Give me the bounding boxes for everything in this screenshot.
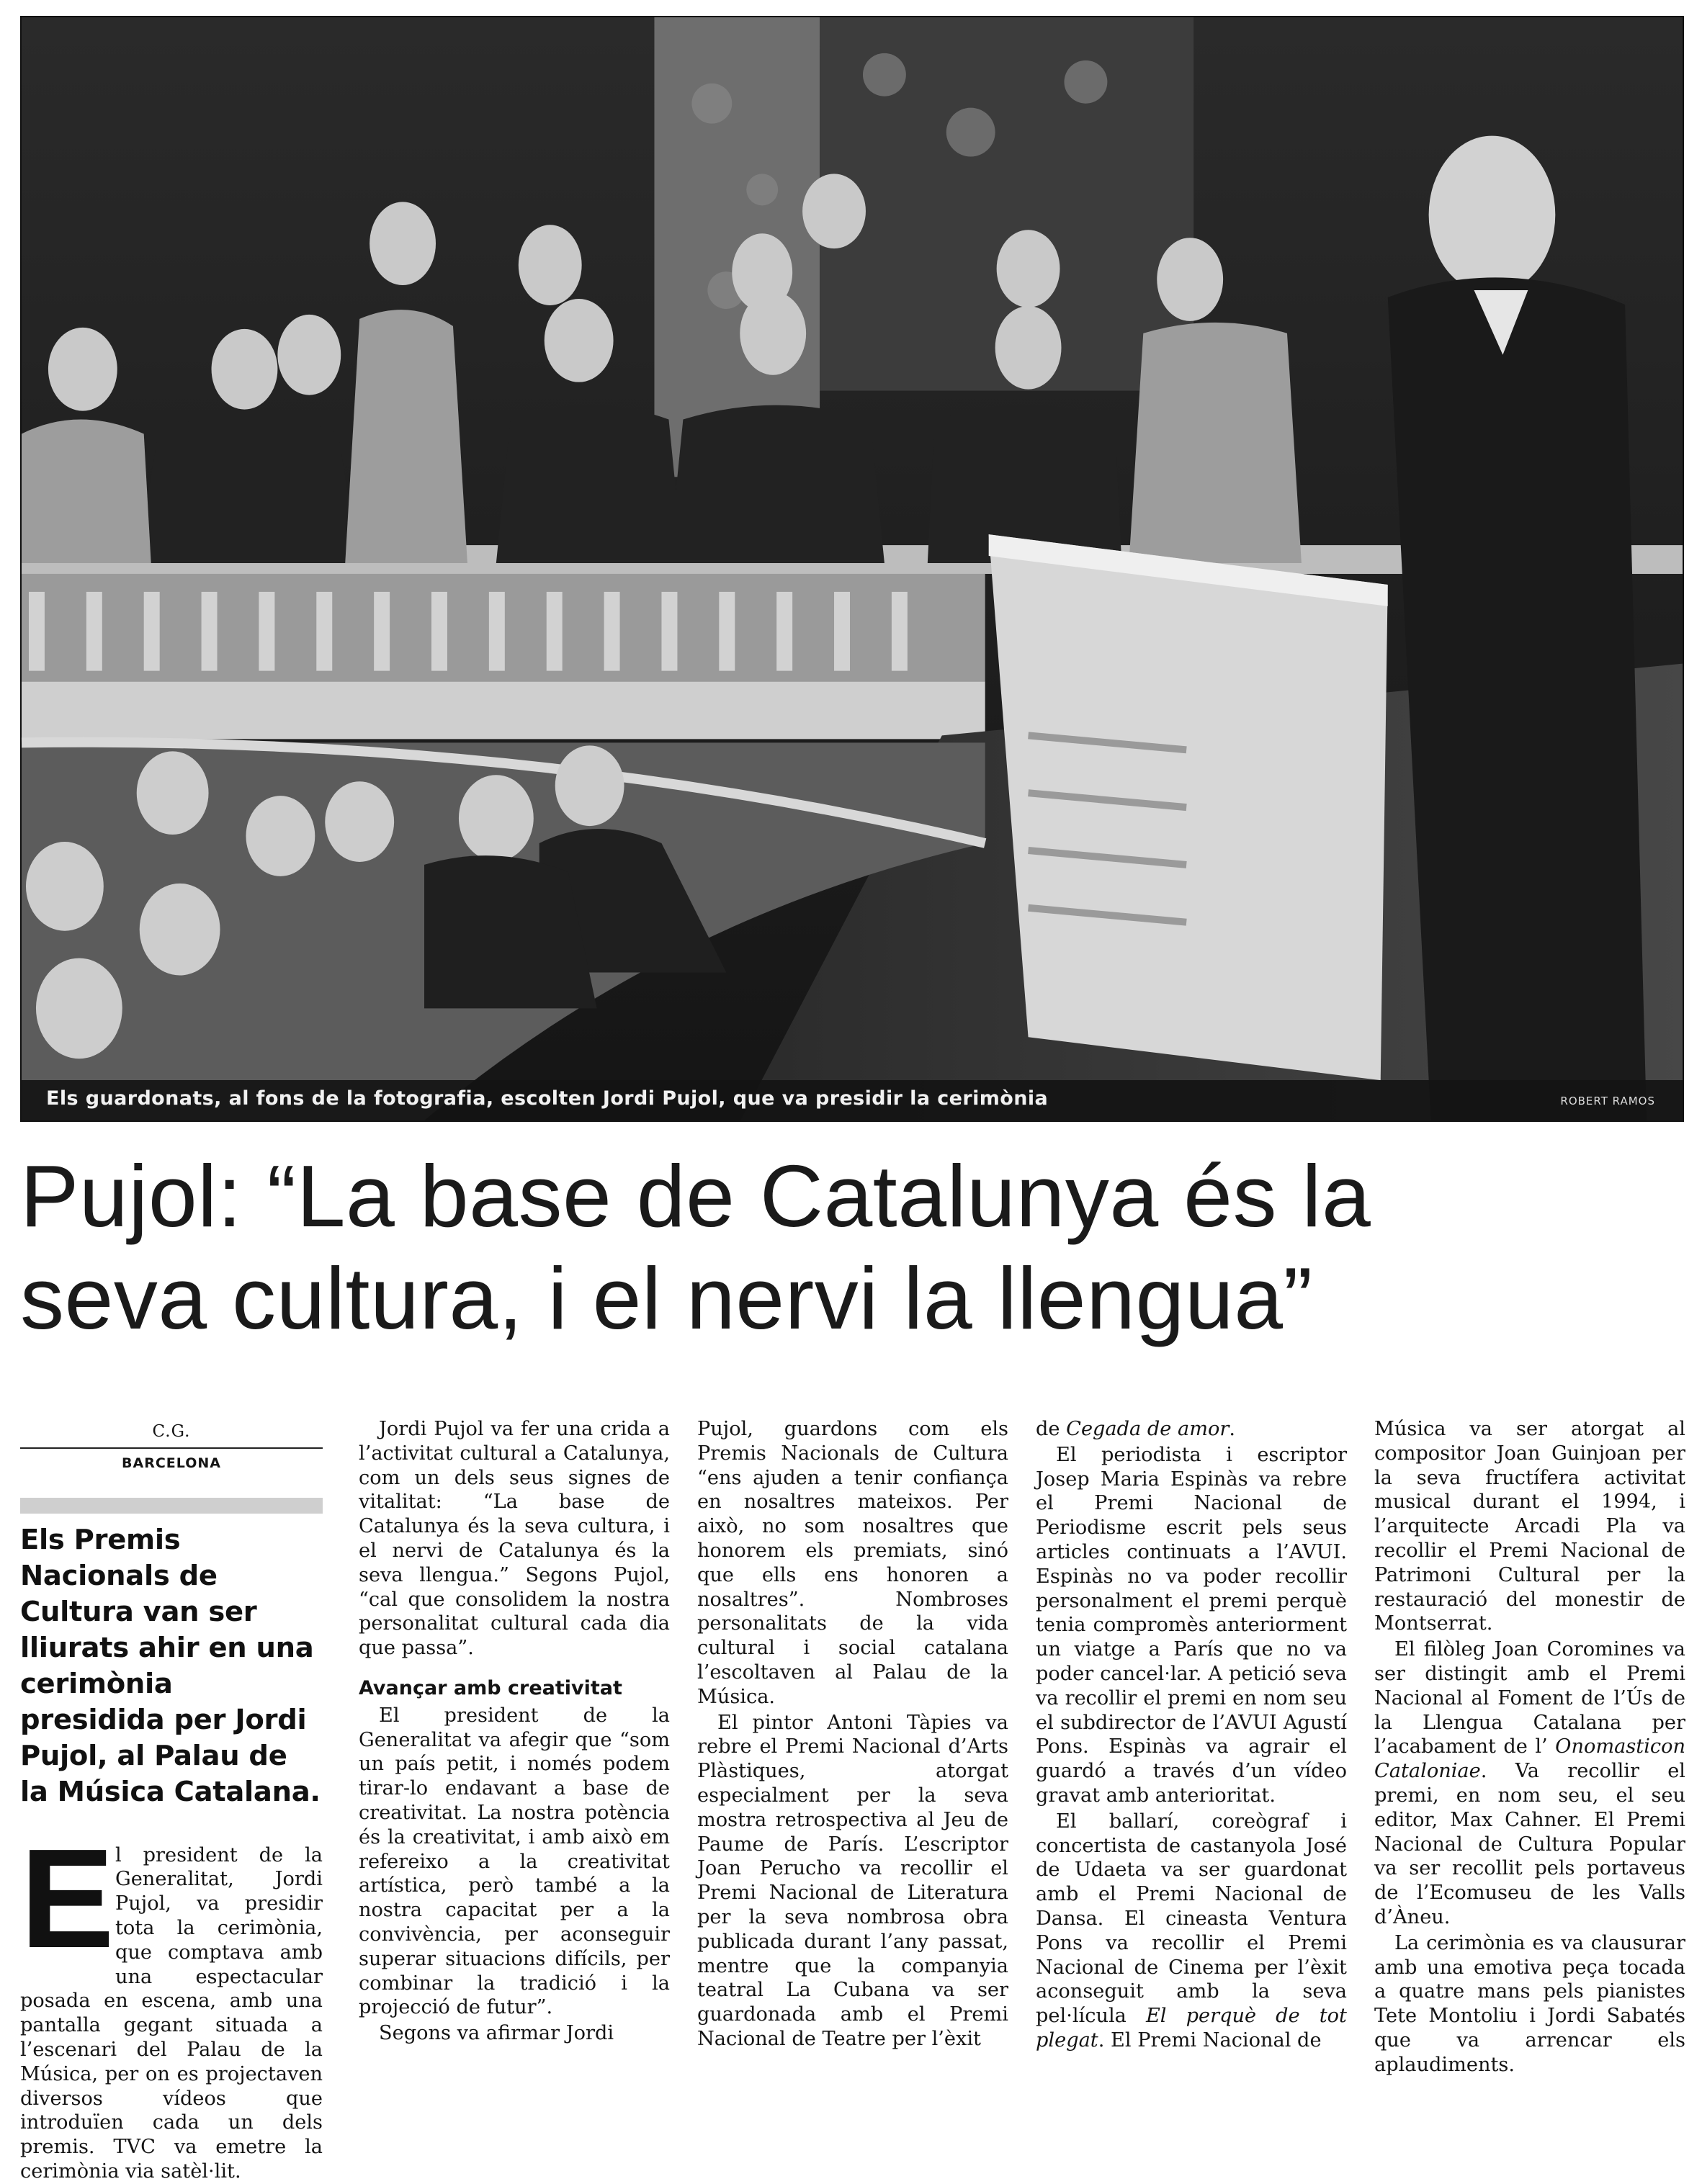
paragraph-8-text-b: . Va recollir el premi, en nom seu, el seu editor, Max Cahner. El Premi Nacional de Cultura Popular va ser recollit pels portaveus de l’Ecomuseu de les Valls d’Àneu. bbox=[1374, 1760, 1685, 1928]
paragraph-7-cont bbox=[1374, 1417, 1685, 1636]
film-title: El perquè de tot plegat bbox=[1036, 2005, 1347, 2052]
drop-cap: E bbox=[20, 1819, 115, 1977]
article-column-4 bbox=[1036, 1417, 1347, 2058]
paragraph-9 bbox=[1374, 1931, 1685, 2077]
ceremony-photo bbox=[20, 16, 1684, 1122]
headline bbox=[20, 1145, 1691, 1349]
paragraph-5-text-a: El pintor Antoni Tàpies va rebre el Premi Nacional d’Arts Plàstiques, atorgat especialment per la seva mostra retrospectiva al Jeu de Paume de París. L’escriptor Joan Perucho va recollir el Premi Nacional de Literatura per la seva nombrosa obra publicada durant l’any passat, mentre que la companyia teatral bbox=[697, 1711, 1008, 2002]
paragraph-7-text-b: . El Premi Nacional de bbox=[1098, 2028, 1322, 2052]
paragraph-6-text: El periodista i escriptor Josep Maria Espinàs va rebre el Premi Nacional de Periodisme escrit pels seus articles continuats a l’AVUI. Espinàs no va poder recollir personalment el premi perquè tenia compromès anteriorment un viatge a París que no va poder cancel·lar. A petició seva va recollir el premi en nom seu el subdirector de l’AVUI Agustí Pons. Espinàs va agrair el guardó a través d’un vídeo gravat amb anterioritat. bbox=[1036, 1443, 1347, 1807]
first-paragraph-wrap bbox=[20, 1819, 323, 2184]
paragraph-4 bbox=[359, 2021, 670, 2046]
article-column-3 bbox=[697, 1417, 1008, 2058]
photo-caption-bar bbox=[20, 1080, 1684, 1122]
paragraph-5-text-c: . bbox=[1229, 1418, 1236, 1440]
paragraph-3-text: El president de la Generalitat va afegir que “som un país petit, i només podem tirar-lo endavant a base de creativitat. La nostra potència és la creativitat, i amb això em refereixo a la creativitat artística, però també a la nostra capacitat per a la convivència, per aconseguir superar situacions difícils, per combinar la tradició i la projecció de futur”. bbox=[359, 1704, 670, 2019]
paragraph-4-text: Segons va afirmar Jordi bbox=[379, 2022, 614, 2045]
dateline: BARCELONA bbox=[122, 1455, 221, 1471]
headline-line-1: Pujol: “La base de Catalunya és la bbox=[20, 1147, 1371, 1245]
paragraph-2 bbox=[359, 1417, 670, 1661]
article-column-5 bbox=[1374, 1417, 1685, 2076]
paragraph-2-text: Jordi Pujol va fer una crida a l’activitat cultural a Catalunya, com un dels seus signes de vitalitat: “La base de Catalunya és la seva cultura, i el nervi de Catalunya és la seva llengua.” Segons Pujol, “cal que consolidem la nostra personalitat cultural cada dia que passa”. bbox=[359, 1418, 670, 1660]
article-column-1 bbox=[20, 1417, 323, 2183]
paragraph-8 bbox=[1374, 1637, 1685, 1930]
paragraph-4-text: Pujol, guardons com els Premis Nacionals de Cultura “ens ajuden a tenir confiança en nosaltres mateixos. Per això, no som nosaltres que honorem els premiats, sinó que ells ens honoren a nosaltres”. Nombroses personalitats de la vida cultural i social catalana l’escoltaven al Palau de la Música. bbox=[697, 1418, 1008, 1708]
paragraph-5-text-b: va ser guardonada amb el Premi Nacional de Teatre per l’èxit bbox=[697, 1979, 1008, 2050]
paragraph-8-text-a: El filòleg Joan Coromines va ser distingit amb el Premi Nacional al Foment de l’Ús de la Llengua Catalana per l’acabament de l’ bbox=[1374, 1638, 1685, 1758]
company-name: La Cubana bbox=[786, 1979, 910, 2002]
photo-caption: Els guardonats, al fons de la fotografia, escolten Jordi Pujol, que va presidir la cerimònia bbox=[46, 1087, 1049, 1110]
paragraph-5 bbox=[697, 1711, 1008, 2052]
paragraph-6 bbox=[1036, 1443, 1347, 1808]
paragraph-5-text-b: de bbox=[1036, 1418, 1067, 1440]
paragraph-7 bbox=[1036, 1810, 1347, 2053]
lead-divider bbox=[20, 1498, 323, 1514]
paragraph-1: l president de la Generalitat, Jordi Pujol, va presidir tota la cerimònia, que comptava amb una espectacular posada en escena, amb una pantalla gegant situada a l’escenari del Palau de la Música, per on es projectaven diversos vídeos que introduïen cada un dels premis. TVC va emetre la cerimònia via satèl·lit. bbox=[20, 1843, 323, 2183]
lead-paragraph: Els Premis Nacionals de Cultura van ser lliurats ahir en una cerimònia presidida per Jordi Pujol, al Palau de la Música Catalana. bbox=[20, 1523, 321, 1808]
paragraph-7-text-b: Música va ser atorgat al compositor Joan Guinjoan per la seva fructífera activitat musical durant el 1994, i l’arquitecte Arcadi Pla va recollir el Premi Nacional de Patrimoni Cultural per la restauració del monestir de Montserrat. bbox=[1374, 1418, 1685, 1635]
headline-line-2: seva cultura, i el nervi la llengua” bbox=[20, 1249, 1313, 1347]
byline-rule bbox=[20, 1447, 323, 1449]
paragraph-4-cont bbox=[697, 1417, 1008, 1709]
paragraph-3 bbox=[359, 1704, 670, 2020]
paragraph-5-cont bbox=[1036, 1417, 1347, 1442]
play-title: Cegada de amor bbox=[1066, 1418, 1230, 1440]
article-column-2 bbox=[359, 1417, 670, 2058]
paragraph-9-text: La cerimònia es va clausurar amb una emotiva peça tocada a quatre mans pels pianistes Tete Montoliu i Jordi Sabatés que va arrencar els aplaudiments. bbox=[1374, 1931, 1685, 2076]
photo-credit: ROBERT RAMOS bbox=[1560, 1095, 1655, 1107]
subhead bbox=[359, 1676, 670, 1701]
subhead-text: Avançar amb creativitat bbox=[359, 1676, 622, 1699]
book-title: Onomasticon Cataloniae bbox=[1374, 1735, 1685, 1783]
author-byline: C.G. bbox=[152, 1422, 191, 1441]
photo-illustration bbox=[22, 17, 1683, 1120]
paragraph-7-text-a: El ballarí, coreògraf i concertista de castanyola José de Udaeta va ser guardonat amb el Premi Nacional de Dansa. El cineasta Ventura Pons va recollir el Premi Nacional de Cinema per l’èxit aconseguit amb la seva pel·lícula bbox=[1036, 1810, 1347, 2028]
